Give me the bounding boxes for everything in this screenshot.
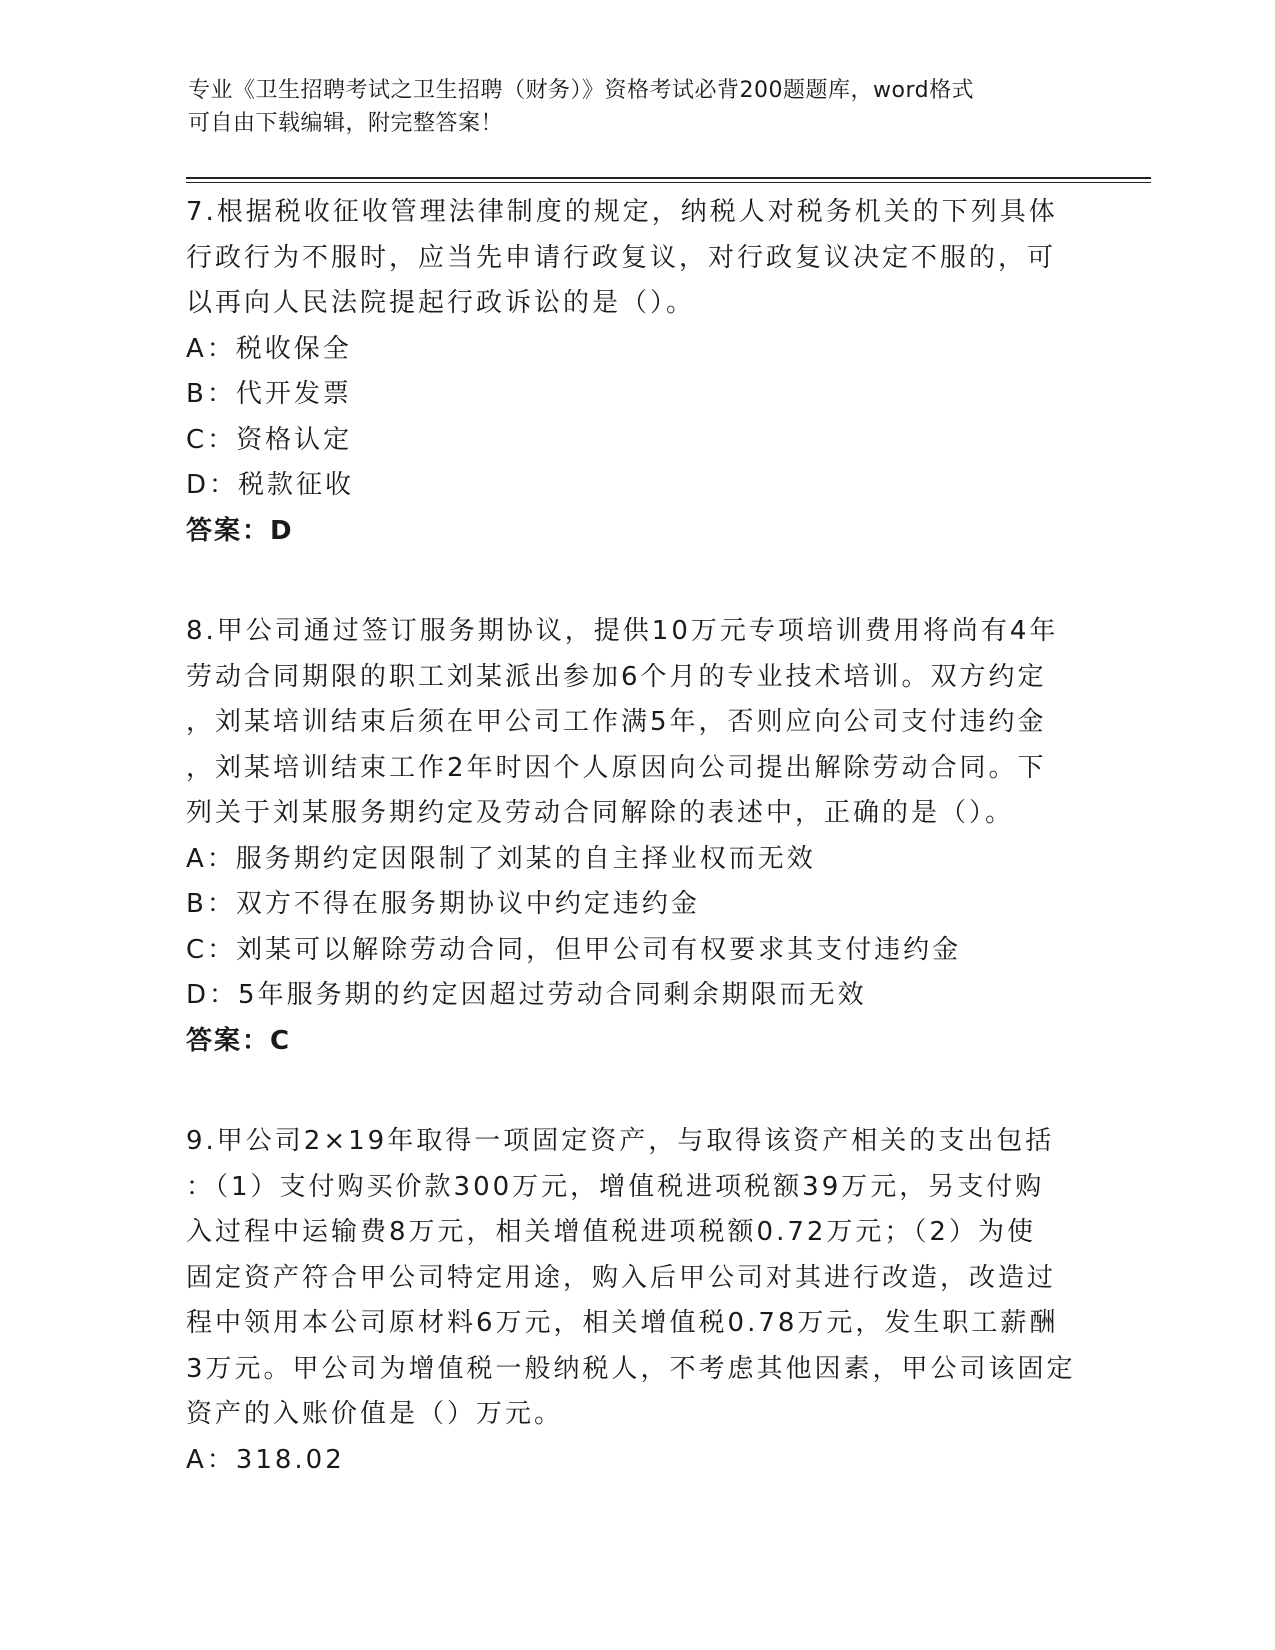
header-divider-thin (186, 182, 1151, 183)
header-line-2: 可自由下载编辑，附完整答案！ (188, 111, 504, 136)
question-stem (186, 609, 1086, 837)
question-stem (186, 1119, 1086, 1438)
option-b: B：代开发票 (186, 379, 352, 409)
question-9 (186, 1119, 1086, 1483)
stem-line: 列关于刘某服务期约定及劳动合同解除的表述中，正确的是（）。 (186, 798, 1015, 828)
option-d: D：税款征收 (186, 470, 355, 500)
stem-line: 劳动合同期限的职工刘某派出参加6个月的专业技术培训。双方约定 (186, 661, 1047, 692)
stem-line: 7.根据税收征收管理法律制度的规定，纳税人对税务机关的下列具体 (186, 197, 1058, 227)
stem-line: 固定资产符合甲公司特定用途，购入后甲公司对其进行改造，改造过 (186, 1262, 1057, 1293)
option-a: A：318.02 (186, 1444, 345, 1475)
answer: 答案：C (186, 1025, 292, 1056)
stem-line: 程中领用本公司原材料6万元，相关增值税0.78万元，发生职工薪酬 (186, 1308, 1059, 1338)
option-a: A：税收保全 (186, 333, 352, 364)
stem-line: ，刘某培训结束工作2年时因个人原因向公司提出解除劳动合同。下 (186, 752, 1047, 783)
question-spacer (186, 554, 1086, 609)
stem-line: 资产的入账价值是（）万元。 (186, 1399, 564, 1429)
option-a: A：服务期约定因限制了刘某的自主择业权而无效 (186, 843, 816, 874)
stem-line: ：（1）支付购买价款300万元，增值税进项税额39万元，另支付购 (186, 1171, 1045, 1202)
stem-line: 以再向人民法院提起行政诉讼的是（）。 (186, 288, 696, 318)
option-b: B：双方不得在服务期协议中约定违约金 (186, 889, 700, 919)
stem-line: ，刘某培训结束后须在甲公司工作满5年，否则应向公司支付违约金 (186, 707, 1047, 737)
header-line-1: 专业《卫生招聘考试之卫生招聘（财务）》资格考试必背200题题库，word格式 (188, 78, 975, 103)
question-7 (186, 190, 1086, 554)
stem-line: 入过程中运输费8万元，相关增值税进项税额0.72万元；（2）为使 (186, 1217, 1036, 1247)
stem-line: 8.甲公司通过签订服务期协议，提供10万元专项培训费用将尚有4年 (186, 616, 1059, 646)
stem-line: 3万元。甲公司为增值税一般纳税人，不考虑其他因素，甲公司该固定 (186, 1353, 1076, 1384)
stem-line: 9.甲公司2×19年取得一项固定资产，与取得该资产相关的支出包括 (186, 1126, 1055, 1156)
option-d: D：5年服务期的约定因超过劳动合同剩余期限而无效 (186, 980, 867, 1010)
option-c: C：资格认定 (186, 424, 353, 455)
option-c: C：刘某可以解除劳动合同，但甲公司有权要求其支付违约金 (186, 934, 962, 965)
question-spacer (186, 1064, 1086, 1119)
question-stem (186, 190, 1086, 327)
stem-line: 行政行为不服时，应当先申请行政复议，对行政复议决定不服的，可 (186, 242, 1057, 273)
header-divider-thick (186, 177, 1151, 179)
document-body (186, 190, 1086, 1483)
question-8 (186, 609, 1086, 1064)
answer: 答案：D (186, 515, 294, 546)
document-header (188, 74, 1088, 140)
